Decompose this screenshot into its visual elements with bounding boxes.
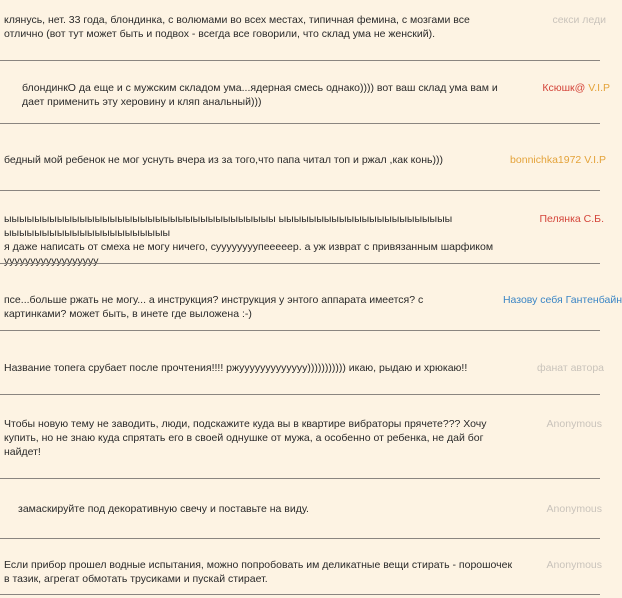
comment-divider <box>0 394 600 395</box>
comment-divider <box>0 478 600 479</box>
comment-text: ыыыыыыыыыыыыыыыыыыыыыыыыыыыыыыыыыыыы ыыыыыыыыыыыыыыыыыыыыыыы ыыыыыыыыыыыыыыыыыыыыыы я даже написать от смеха не могу ничего, суууууууупееееер. а уж изврат с привязанным шарфиком уууууууууууууууууу <box>4 213 494 267</box>
comment-text: замаскируйте под декоративную свечу и поставьте на виду. <box>18 503 309 515</box>
comment-text: псе...больше ржать не могу... а инструкция? инструкция у энтого аппарата имеется? с картинками? может быть, в инете где выложена :-) <box>4 294 424 320</box>
comment-author[interactable]: Anonymous <box>546 418 602 430</box>
comment-divider <box>0 263 600 264</box>
comment-author[interactable]: Назову себя Гантенбайн <box>502 294 622 306</box>
comment-text: блондинкО да еще и с мужским складом ума...ядерная смесь однако)))) вот ваш склад ума вам и дает применить эту херовину и кляп анальный))) <box>22 82 498 108</box>
comment-author-name[interactable]: bonnichka1972 <box>510 154 582 166</box>
comment-divider <box>0 123 600 124</box>
comment-text: Название топега срубает после прочтения!!!! ржууууууууууууу))))))))))) икаю, рыдаю и хрюкаю!! <box>4 362 468 374</box>
comment-author-name[interactable]: Ксюшк@ <box>542 82 586 94</box>
comment-divider <box>0 60 600 61</box>
comment-text: Чтобы новую тему не заводить, люди, подскажите куда вы в квартире вибраторы прячете??? Хочу купить, но не знаю куда спрятать его в своей однушке от мужа, а особенно от ребенка, не дай бог найдет! <box>4 418 487 458</box>
vip-badge: V.I.P <box>588 82 610 94</box>
comment-author[interactable]: Anonymous <box>546 503 602 515</box>
comment-divider <box>0 190 600 191</box>
comment-divider <box>0 330 600 331</box>
comment-text: Если прибор прошел водные испытания, можно попробовать им деликатные вещи стирать - порошочек в тазик, агрегат обмотать трусиками и пускай стирает. <box>4 559 513 585</box>
comment-divider <box>0 594 600 595</box>
comment-author[interactable]: фанат автора <box>536 362 604 374</box>
comment-author[interactable] <box>510 153 606 167</box>
comment-text: бедный мой ребенок не мог уснуть вчера из за того,что папа читал топ и ржал ,как конь))) <box>4 154 443 166</box>
comment-author[interactable] <box>542 81 610 95</box>
comment-divider <box>0 538 600 539</box>
vip-badge: V.I.P <box>584 154 606 166</box>
comment-text: клянусь, нет. 33 года, блондинка, с волюмами во всех местах, типичная фемина, с мозгами все отлично (вот тут может быть и подвох - всегда все говорили, что склад ума не женский). <box>4 14 470 40</box>
comment-author[interactable]: секси леди <box>552 14 606 26</box>
comment-author[interactable]: Anonymous <box>546 559 602 571</box>
comment-author[interactable]: Пелянка С.Б. <box>539 213 604 225</box>
